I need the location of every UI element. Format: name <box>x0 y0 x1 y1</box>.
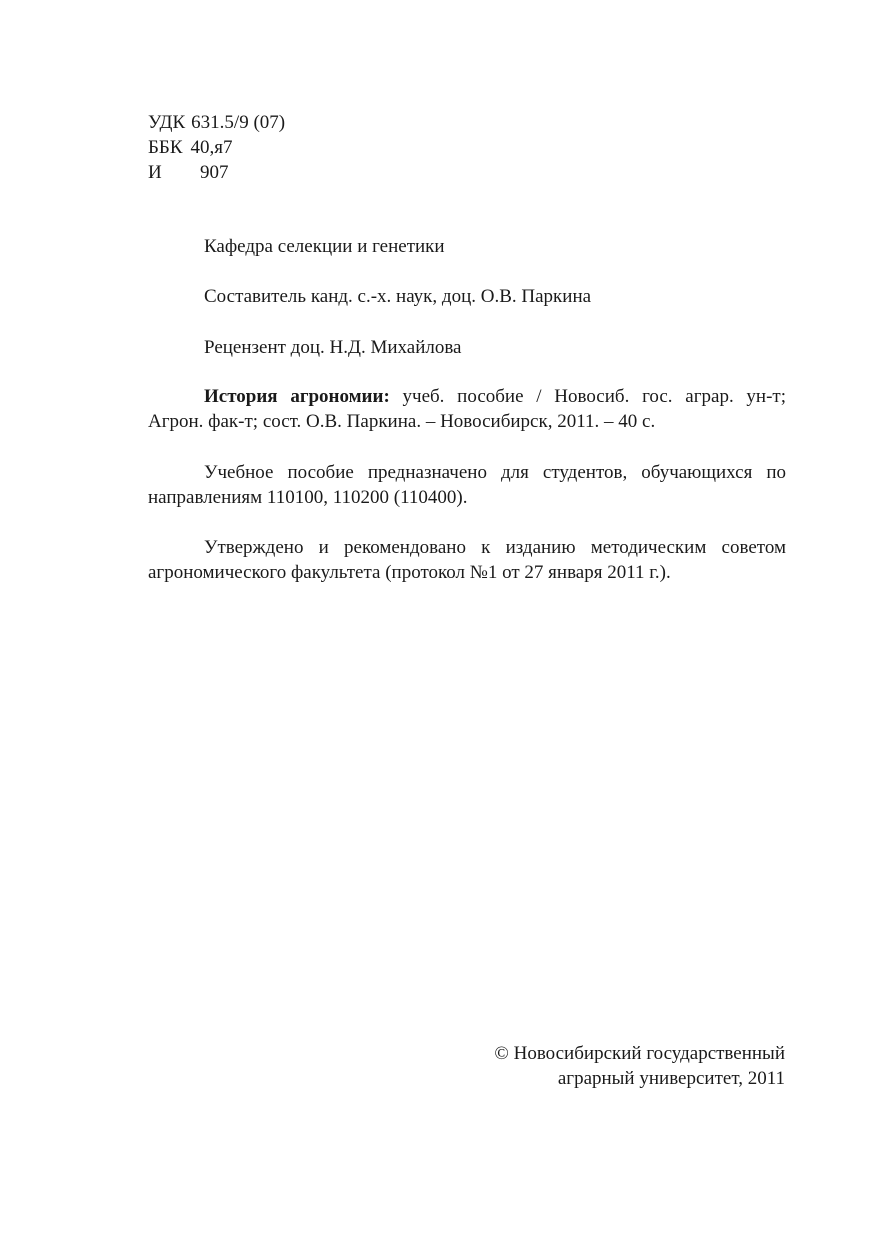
bbk-value: 40,я7 <box>190 137 233 158</box>
udk-value: 631.5/9 (07) <box>191 112 286 133</box>
bibliographic-details: учеб. пособие / Новосиб. гос. аграр. ун-т; <box>402 386 787 407</box>
compiler-line <box>148 284 786 309</box>
purpose-line-2: направлениям 110100, 110200 (110400). <box>148 487 468 508</box>
bbk-label: ББК <box>148 137 183 158</box>
approval-paragraph <box>148 535 786 585</box>
book-title: История агрономии: <box>204 386 390 407</box>
compiler-text: Составитель канд. с.-х. наук, доц. О.В. Паркина <box>204 286 592 307</box>
copyright-line-2: аграрный университет, 2011 <box>557 1068 785 1089</box>
author-mark-label: И <box>148 162 162 183</box>
bibliographic-line-1 <box>148 384 786 409</box>
author-mark-value: 907 <box>200 162 229 183</box>
approval-line-2: агрономического факультета (протокол №1 от 27 января 2011 г.). <box>148 562 671 583</box>
department-line <box>148 234 786 259</box>
reviewer-line <box>148 335 786 360</box>
approval-line-1: Утверждено и рекомендовано к изданию методическим советом <box>204 537 786 558</box>
classification-codes <box>148 110 285 185</box>
bibliographic-record <box>148 384 786 434</box>
copyright-line-1: © Новосибирский государственный <box>494 1043 785 1064</box>
bibliographic-line-2: Агрон. фак-т; сост. О.В. Паркина. – Новосибирск, 2011. – 40 с. <box>148 411 656 432</box>
purpose-line-1: Учебное пособие предназначено для студентов, обучающихся по <box>204 462 786 483</box>
bbk-line <box>148 135 285 160</box>
department-text: Кафедра селекции и генетики <box>204 236 445 257</box>
purpose-paragraph <box>148 460 786 510</box>
author-mark-line <box>148 160 285 185</box>
copyright-notice <box>494 1041 785 1091</box>
udk-line <box>148 110 285 135</box>
reviewer-text: Рецензент доц. Н.Д. Михайлова <box>204 337 462 358</box>
udk-label: УДК <box>148 112 186 133</box>
